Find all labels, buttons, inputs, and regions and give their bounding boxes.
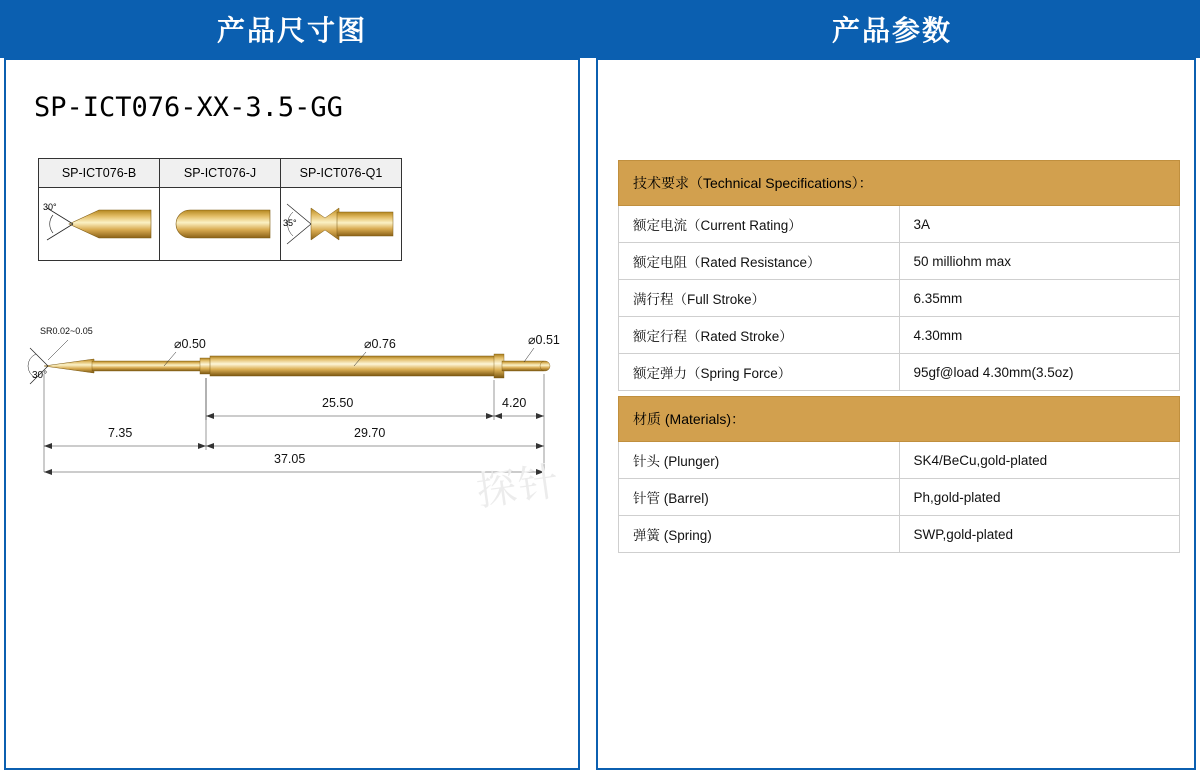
tip-angle-q1: 35° xyxy=(283,218,297,228)
tip-angle-main: 30° xyxy=(32,370,48,381)
left-header-title: 产品尺寸图 xyxy=(216,14,367,47)
tip-variant-cell-b xyxy=(39,188,160,261)
spring-value: SWP,gold-plated xyxy=(899,516,1180,553)
table-row xyxy=(619,243,1180,280)
tip-shape-q1-svg xyxy=(281,188,401,260)
tip-variant-cell-j xyxy=(160,188,281,261)
rated-stroke-label: 额定行程（Rated Stroke） xyxy=(619,317,900,354)
technical-title-row xyxy=(619,161,1180,206)
tip-shape-j-svg xyxy=(160,188,280,260)
table-row xyxy=(619,317,1180,354)
rated-stroke-value: 4.30mm xyxy=(899,317,1180,354)
tip-variants-header-row xyxy=(39,159,402,188)
spring-force-label: 额定弹力（Spring Force） xyxy=(619,354,900,391)
materials-title-row xyxy=(619,397,1180,442)
tip-drawing-j xyxy=(160,188,280,260)
tip-variant-header-b: SP-ICT076-B xyxy=(39,159,160,188)
plunger-label: 针头 (Plunger) xyxy=(619,442,900,479)
table-row xyxy=(619,354,1180,391)
table-row xyxy=(619,442,1180,479)
dimension-drawing-panel xyxy=(4,58,580,770)
current-rating-value: 3A xyxy=(899,206,1180,243)
table-row xyxy=(619,516,1180,553)
dimension-7-35: 7.35 xyxy=(108,426,133,440)
dimension-25-50: 25.50 xyxy=(322,396,354,410)
tip-variant-header-j: SP-ICT076-J xyxy=(160,159,281,188)
table-row xyxy=(619,280,1180,317)
rated-resistance-label: 额定电阻（Rated Resistance） xyxy=(619,243,900,280)
full-stroke-label: 满行程（Full Stroke） xyxy=(619,280,900,317)
barrel-diameter-label: ⌀0.76 xyxy=(364,337,396,351)
tip-variant-header-q1: SP-ICT076-Q1 xyxy=(281,159,402,188)
materials-section xyxy=(618,396,1180,553)
tail-diameter-label: ⌀0.51 xyxy=(528,333,560,347)
probe-drawing-svg xyxy=(24,290,564,520)
probe-dimension-drawing xyxy=(24,290,564,520)
tip-drawing-b xyxy=(39,188,159,260)
watermark-text: 探针 xyxy=(473,458,564,516)
plunger-diameter-label: ⌀0.50 xyxy=(174,337,206,351)
table-row xyxy=(619,479,1180,516)
tip-variant-cell-q1 xyxy=(281,188,402,261)
materials-title: 材质 (Materials)： xyxy=(619,397,1180,442)
parameters-panel xyxy=(596,58,1196,770)
tip-variants-image-row xyxy=(39,188,402,261)
dimension-37-05: 37.05 xyxy=(274,452,306,466)
technical-title: 技术要求（Technical Specifications）： xyxy=(619,161,1180,206)
part-number-label: SP-ICT076-XX-3.5-GG xyxy=(34,92,343,123)
right-header-band xyxy=(584,0,1200,58)
barrel-value: Ph,gold-plated xyxy=(899,479,1180,516)
barrel-label: 针管 (Barrel) xyxy=(619,479,900,516)
materials-table xyxy=(618,396,1180,553)
tip-variants-table xyxy=(38,158,402,261)
technical-specifications-section xyxy=(618,160,1180,391)
current-rating-label: 额定电流（Current Rating） xyxy=(619,206,900,243)
plunger-value: SK4/BeCu,gold-plated xyxy=(899,442,1180,479)
tip-radius-note: SR0.02~0.05 xyxy=(40,326,93,336)
right-header-title: 产品参数 xyxy=(831,14,952,47)
table-row xyxy=(619,206,1180,243)
full-stroke-value: 6.35mm xyxy=(899,280,1180,317)
dimension-4-20: 4.20 xyxy=(502,396,527,410)
spring-label: 弹簧 (Spring) xyxy=(619,516,900,553)
tip-angle-b: 30° xyxy=(43,202,57,212)
tip-shape-b-svg xyxy=(39,188,159,260)
left-header-band xyxy=(0,0,584,58)
spring-force-value: 95gf@load 4.30mm(3.5oz) xyxy=(899,354,1180,391)
dimension-29-70: 29.70 xyxy=(354,426,386,440)
technical-specifications-table xyxy=(618,160,1180,391)
rated-resistance-value: 50 milliohm max xyxy=(899,243,1180,280)
tip-drawing-q1 xyxy=(281,188,401,260)
